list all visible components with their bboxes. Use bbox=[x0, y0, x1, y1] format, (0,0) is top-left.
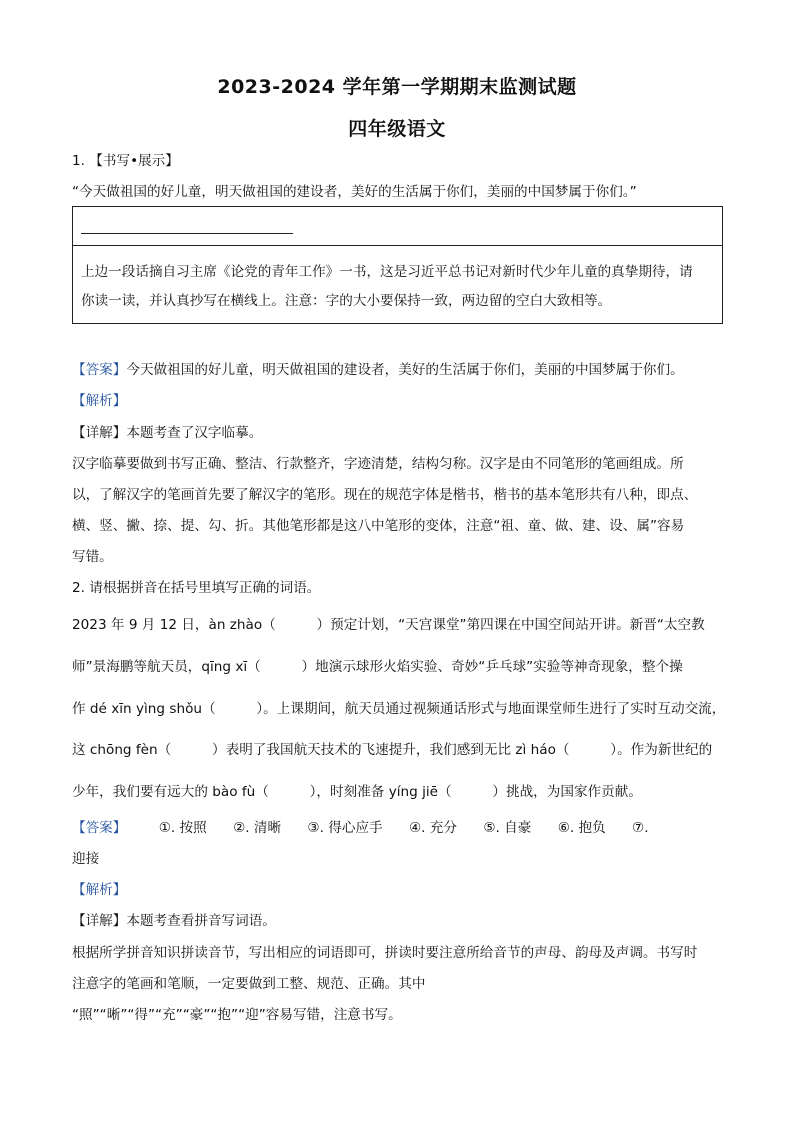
q1-heading: 1. 【书写•展示】 bbox=[72, 153, 179, 169]
q2-answer-item: ④. 充分 bbox=[408, 820, 457, 836]
q2-paragraph-2: 注意字的笔画和笔顺，一定要做到工整、规范、正确。其中 bbox=[72, 976, 426, 992]
q1-box-instruction-1: 上边一段话摘自习主席《论党的青年工作》一书，这是习近平总书记对新时代少年儿童的真挚期待，请 bbox=[81, 264, 693, 280]
q1-detail-text: 本题考查了汉字临摹。 bbox=[126, 425, 263, 441]
q1-detail bbox=[72, 423, 262, 443]
q1-box-instruction-2: 你读一读，并认真抄写在横线上。注意：字的大小要保持一致，两边留的空白大致相等。 bbox=[81, 293, 612, 309]
q2-detail-text: 本题考查看拼音写词语。 bbox=[126, 913, 276, 929]
q2-analysis-label: 【解析】 bbox=[72, 882, 127, 898]
q1-answer bbox=[72, 360, 684, 380]
q1-paragraph-4: 写错。 bbox=[72, 549, 113, 565]
q2-answer bbox=[72, 818, 649, 838]
q1-analysis-label: 【解析】 bbox=[72, 393, 127, 409]
q2-passage-line-5: 少年，我们要有远大的 bào fù（ ），时刻准备 yíng jiē（ ）挑战，为国家作贡献。 bbox=[72, 784, 642, 800]
q2-heading: 2. 请根据拼音在括号里填写正确的词语。 bbox=[72, 580, 321, 596]
q1-paragraph-2: 以，了解汉字的笔画首先要了解汉字的笔形。现在的规范字体是楷书，楷书的基本笔形共有八种，即点、 bbox=[72, 487, 698, 503]
q1-quote: “今天做祖国的好儿童，明天做祖国的建设者，美好的生活属于你们，美丽的中国梦属于你们。” bbox=[72, 184, 637, 200]
exam-title: 2023-2024 学年第一学期期末监测试题 bbox=[217, 76, 577, 98]
q2-answer-item: ③. 得心应手 bbox=[307, 820, 383, 836]
q2-paragraph-3: “照”“晰”“得”“充”“豪”“抱”“迎”容易写错，注意书写。 bbox=[72, 1007, 402, 1023]
q2-answer-item: ①. 按照 bbox=[158, 820, 207, 836]
q2-passage-line-2: 师”景海鹏等航天员，qīng xī（ ）地演示球形火焰实验、奇妙“乒乓球”实验等神奇现象，整个操 bbox=[72, 659, 683, 675]
q2-answer-item: ⑦. bbox=[632, 820, 649, 836]
q2-paragraph-1: 根据所学拼音知识拼读音节，写出相应的词语即可，拼读时要注意所给音节的声母、韵母及声调。书写时 bbox=[72, 945, 698, 961]
exam-subtitle: 四年级语文 bbox=[348, 118, 446, 140]
q2-answer-last: 迎接 bbox=[72, 851, 100, 867]
q2-answer-item: ②. 清晰 bbox=[233, 820, 282, 836]
q2-detail bbox=[72, 911, 276, 931]
q1-box-divider bbox=[73, 245, 722, 246]
q2-answer-item: ⑥. 抱负 bbox=[557, 820, 606, 836]
q2-answer-item: ⑤. 自豪 bbox=[483, 820, 532, 836]
q1-paragraph-3: 横、竖、撇、捺、提、勾、折。其他笔形都是这八中笔形的变体，注意“祖、童、做、建、设、属”容易 bbox=[72, 518, 685, 534]
q1-handwriting-line bbox=[81, 233, 293, 234]
q2-passage-line-3: 作 dé xīn yìng shǒu（ ）。上课期间，航天员通过视频通话形式与地面课堂师生进行了实时互动交流， bbox=[72, 701, 726, 717]
q1-answer-label: 【答案】 bbox=[72, 362, 127, 378]
q1-answer-text: 今天做祖国的好儿童，明天做祖国的建设者，美好的生活属于你们，美丽的中国梦属于你们。 bbox=[126, 362, 684, 378]
q1-detail-label: 【详解】 bbox=[72, 425, 127, 441]
q1-paragraph-1: 汉字临摹要做到书写正确、整洁、行款整齐，字迹清楚，结构匀称。汉字是由不同笔形的笔画组成。所 bbox=[72, 456, 684, 472]
q2-passage-line-1: 2023 年 9 月 12 日，àn zhào（ ）预定计划，“天宫课堂”第四课在中国空间站开讲。新晋“太空教 bbox=[72, 617, 705, 633]
q1-writing-box bbox=[72, 206, 723, 324]
q2-answer-label: 【答案】 bbox=[72, 820, 127, 836]
q2-detail-label: 【详解】 bbox=[72, 913, 127, 929]
q2-passage-line-4: 这 chōng fèn（ ）表明了我国航天技术的飞速提升，我们感到无比 zì háo（ ）。作为新世纪的 bbox=[72, 742, 713, 758]
